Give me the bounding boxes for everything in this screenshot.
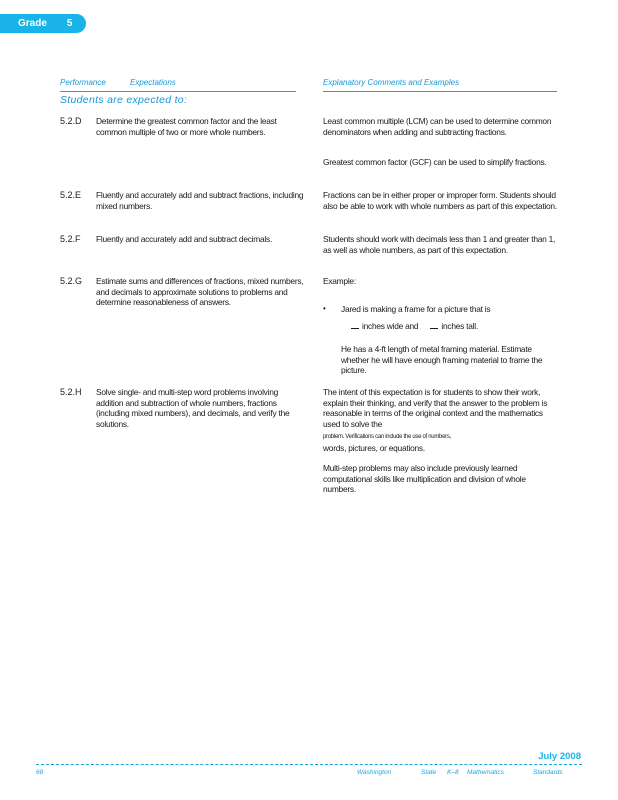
footer-standards: Standards: [533, 769, 563, 776]
comment-lcm: Least common multiple (LCM) can be used to determine common denominators when adding and subtracting fractions.: [323, 116, 552, 137]
comment-fractions: Fractions can be in either proper or improper form. Students should also be able to work with whole numbers as part of this expectation.: [323, 190, 557, 211]
expectation-text: Estimate sums and differences of fractions, mixed numbers, and decimals to approximate solutions to problems and determine reasonableness of answers.: [96, 276, 304, 308]
comment-intent: The intent of this expectation is for students to show their work, explain their thinking, and verify that the answer to the problem is reasonable in terms of the original context and the mathematics used to solve the: [323, 387, 548, 429]
example-width-text: inches wide and: [362, 321, 419, 331]
example-label: Example:: [323, 276, 356, 286]
footer-mathematics: Mathematics: [467, 769, 504, 776]
footer-date: July 2008: [538, 751, 581, 762]
grade-number: 5: [66, 18, 73, 29]
right-heading: Explanatory Comments and Examples: [323, 78, 460, 87]
comment-multistep: Multi-step problems may also include previously learned computational skills like multiplication and division of whole numbers.: [323, 463, 526, 495]
footer-grades: K–8: [447, 769, 459, 776]
expectation-code: 5.2.E: [60, 190, 82, 200]
expectation-code: 5.2.D: [60, 116, 82, 126]
footer-washington: Washington: [357, 769, 392, 776]
expectation-code: 5.2.F: [60, 234, 81, 244]
example-line-2: [351, 321, 561, 332]
grade-tab: [0, 14, 86, 33]
example-height-text: inches tall.: [441, 321, 478, 331]
fraction-blank-height: [430, 322, 438, 329]
comment-decimals: Students should work with decimals less than 1 and greater than 1, as well as whole numbers, as part of this expectation.: [323, 234, 556, 255]
example-line-1: Jared is making a frame for a picture that is: [341, 304, 491, 314]
expectation-code: 5.2.G: [60, 276, 83, 286]
fraction-blank-width: [351, 322, 359, 329]
footer-rule: [36, 764, 582, 765]
comment-gcf: Greatest common factor (GCF) can be used to simplify fractions.: [323, 157, 547, 167]
expectation-text: Determine the greatest common factor and the least common multiple of two or more whole numbers.: [96, 116, 277, 137]
footer-state: State: [421, 769, 437, 776]
left-heading-performance: Performance: [60, 78, 106, 87]
expectation-text: Fluently and accurately add and subtract decimals.: [96, 234, 273, 244]
grade-label: Grade: [18, 18, 47, 29]
expectation-text: Fluently and accurately add and subtract fractions, including mixed numbers.: [96, 190, 304, 211]
subheading: Students are expected to:: [60, 94, 188, 106]
page-number: 68: [36, 769, 44, 776]
example-line-3: He has a 4-ft length of metal framing material. Estimate whether he will have enough framing material to frame the picture.: [341, 344, 543, 376]
bullet-icon: •: [323, 304, 326, 313]
left-heading-expectations: Expectations: [130, 78, 176, 87]
expectation-text: Solve single- and multi-step word problems involving addition and subtraction of whole numbers, fractions (including mixed numbers), and decimals, and verify the solutions.: [96, 387, 290, 429]
expectation-code: 5.2.H: [60, 387, 82, 397]
comment-intent-small: problem. Verifications can include the use of numbers,: [323, 434, 451, 440]
comment-intent-end: words, pictures, or equations.: [323, 443, 425, 453]
left-heading-rule: [60, 91, 296, 92]
right-heading-rule: [323, 91, 557, 92]
